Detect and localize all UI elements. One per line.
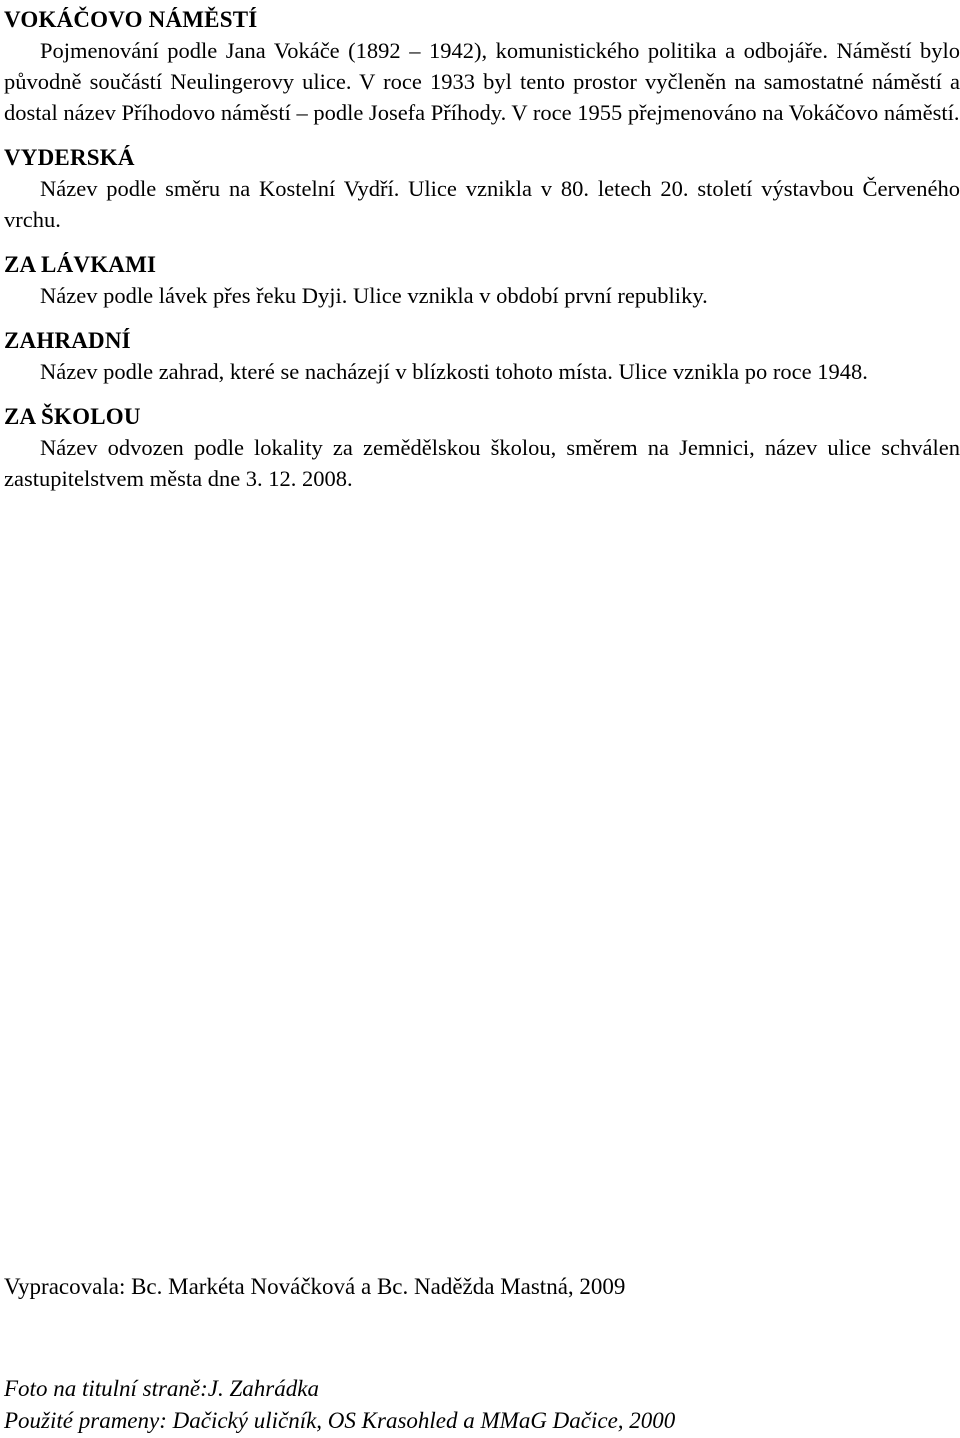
sources-note: Použité prameny: Dačický uličník, OS Krasohled a MMaG Dačice, 2000 [4,1408,676,1433]
street-heading: VYDERSKÁ [4,145,135,170]
street-entry-za-lavkami [4,245,960,311]
photo-credit: Foto na titulní straně:J. Zahrádka [4,1376,319,1401]
street-description: Název podle zahrad, které se nacházejí v blízkosti tohoto místa. Ulice vznikla po roce 1948. [40,359,868,384]
authors-credit: Vypracovala: Bc. Markéta Nováčková a Bc. Naděžda Mastná, 2009 [4,1274,626,1299]
street-heading: VOKÁČOVO NÁMĚSTÍ [4,7,258,32]
document-page [4,0,960,494]
street-entry-vokacovo [4,0,960,128]
street-description: Název podle lávek přes řeku Dyji. Ulice vznikla v období první republiky. [40,283,708,308]
street-heading: ZA LÁVKAMI [4,252,157,277]
footnotes [4,1373,675,1437]
street-heading: ZAHRADNÍ [4,328,131,353]
street-heading: ZA ŠKOLOU [4,404,141,429]
street-entry-za-skolou [4,397,960,494]
street-description: Pojmenování podle Jana Vokáče (1892 – 1942), komunistického politika a odbojáře. Náměstí bylo původně součástí Neulingerovy ulice. V roce 1933 byl tento prostor vyčleněn na samostatné náměstí a dostal název Příhodovo náměstí – podle Josefa Příhody. V roce 1955 přejmenováno na Vokáčovo náměstí. [4,38,960,125]
street-entry-vyderska [4,138,960,235]
street-description: Název odvozen podle lokality za zemědělskou školou, směrem na Jemnici, název ulice schválen zastupitelstvem města dne 3. 12. 2008. [4,435,960,491]
street-entry-zahradni [4,321,960,387]
street-description: Název podle směru na Kostelní Vydří. Ulice vznikla v 80. letech 20. století výstavbou Červeného vrchu. [4,176,960,232]
